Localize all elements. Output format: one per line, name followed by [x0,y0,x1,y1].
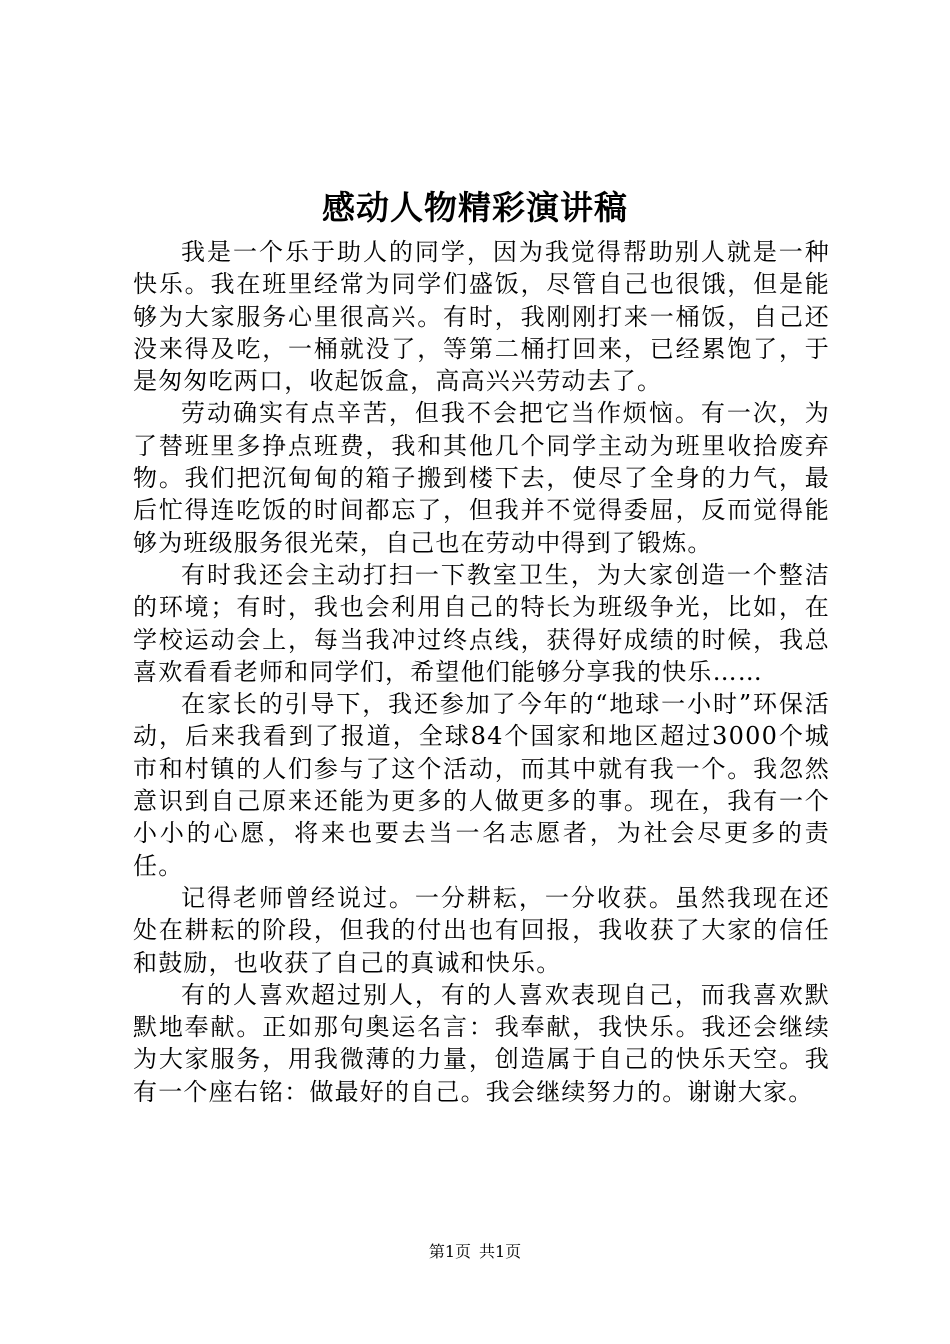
paragraph: 有的人喜欢超过别人，有的人喜欢表现自己，而我喜欢默默地奉献。正如那句奥运名言：我奉献，我快乐。我还会继续为大家服务，用我微薄的力量，创造属于自己的快乐天空。我有一个座右铭：做最好的自己。我会继续努力的。谢谢大家。 [133,980,830,1106]
page-total: 共1页 [479,1242,522,1261]
document-title: 感动人物精彩演讲稿 [322,188,628,227]
page-number: 第1页 [428,1242,471,1261]
paragraph: 有时我还会主动打扫一下教室卫生，为大家创造一个整洁的环境；有时，我也会利用自己的特长为班级争光，比如，在学校运动会上，每当我冲过终点线，获得好成绩的时候，我总喜欢看看老师和同学们，希望他们能够分享我的快乐…… [133,560,830,686]
paragraph: 我是一个乐于助人的同学，因为我觉得帮助别人就是一种快乐。我在班里经常为同学们盛饭，尽管自己也很饿，但是能够为大家服务心里很高兴。有时，我刚刚打来一桶饭，自己还没来得及吃，一桶就没了，等第二桶打回来，已经累饱了，于是匆匆吃两口，收起饭盒，高高兴兴劳动去了。 [133,238,830,396]
paragraph: 在家长的引导下，我还参加了今年的“地球一小时”环保活动，后来我看到了报道，全球84个国家和地区超过3000个城市和村镇的人们参与了这个活动，而其中就有我一个。我忽然意识到自己原来还能为更多的人做更多的事。现在，我有一个小小的心愿，将来也要去当一名志愿者，为社会尽更多的责任。 [133,690,830,880]
document-body [133,236,830,1108]
paragraph: 劳动确实有点辛苦，但我不会把它当作烦恼。有一次，为了替班里多挣点班费，我和其他几个同学主动为班里收拾废弃物。我们把沉甸甸的箱子搬到楼下去，使尽了全身的力气，最后忙得连吃饭的时间都忘了，但我并不觉得委屈，反而觉得能够为班级服务很光荣，自己也在劳动中得到了锻炼。 [133,399,830,557]
page-footer [0,1241,950,1263]
paragraph: 记得老师曾经说过。一分耕耘，一分收获。虽然我现在还处在耕耘的阶段，但我的付出也有回报，我收获了大家的信任和鼓励，也收获了自己的真诚和快乐。 [133,883,830,977]
